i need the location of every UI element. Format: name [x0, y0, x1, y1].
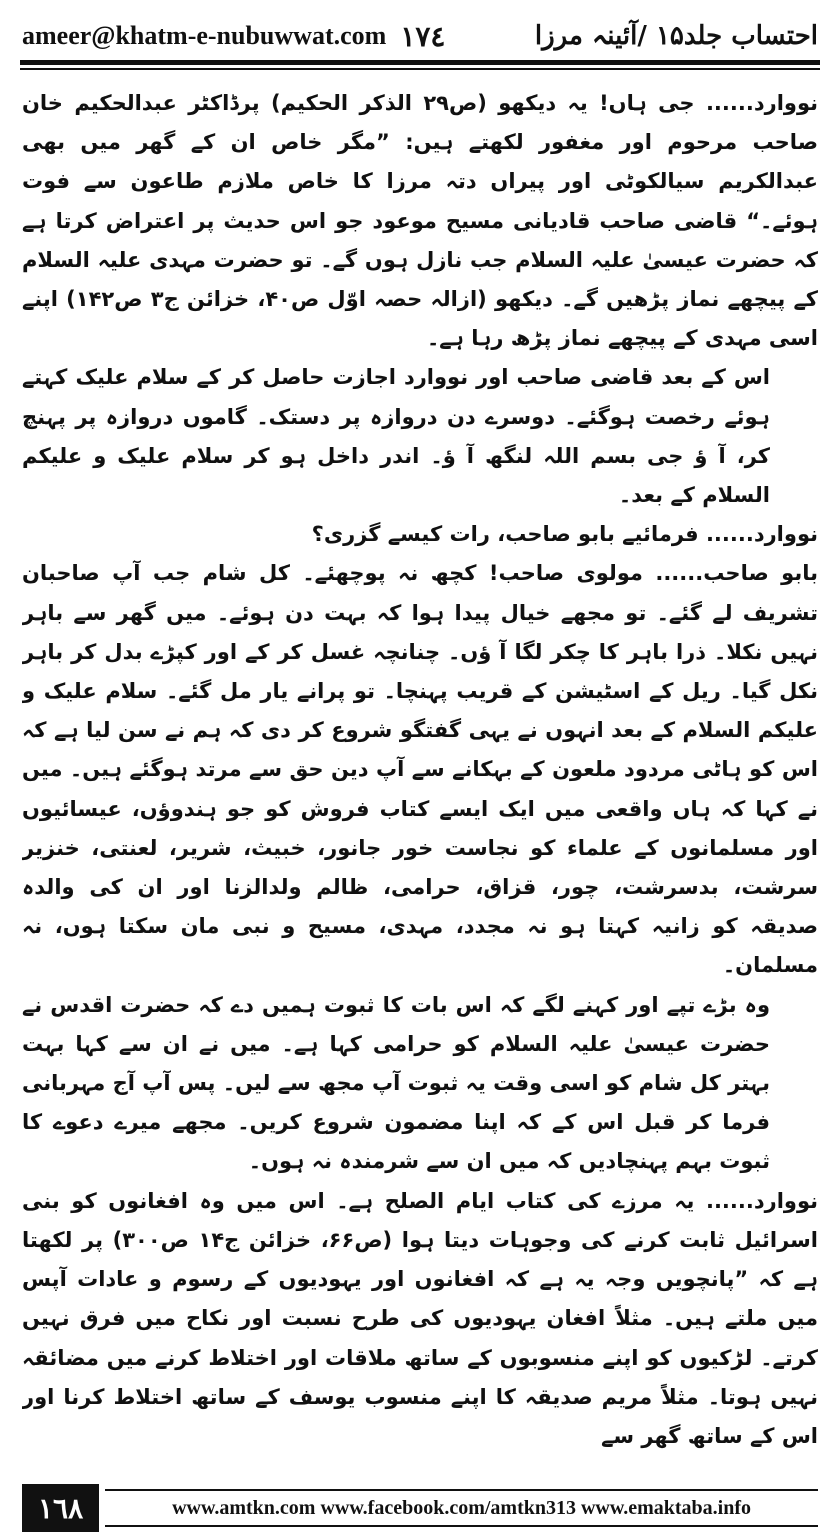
page-header	[22, 14, 818, 58]
page-body	[22, 84, 818, 1469]
paragraph-1: نووارد...... جی ہاں! یہ دیکھو (ص۲۹ الذکر الحکیم) پرڈاکٹر عبدالحکیم خان صاحب مرحوم اور مغفور لکھتے ہیں: ”مگر خاص ان کے گھر میں بھی عبدالکریم سیالکوٹی اور پیراں دتہ مرزا کا خاص ملازم طاعون سے فوت ہوئے۔“ قاضی صاحب قادیانی مسیح موعود جو اس حدیث پر اعتراض کرتا ہے کہ حضرت عیسیٰ علیہ السلام جب نازل ہوں گے۔ تو حضرت مہدی علیہ السلام کے پیچھے نماز پڑھیں گے۔ دیکھو (ازالہ حصہ اوّل ص۴۰، خزائن ج۳ ص۱۴۲) اپنے اسی مہدی کے پیچھے نماز پڑھ رہا ہے۔	[22, 91, 818, 351]
header-rule-thin	[20, 68, 820, 70]
paragraph-3: نووارد...... فرمائیے بابو صاحب، رات کیسے گزری؟	[311, 522, 818, 547]
paragraph-5: وہ بڑے تپے اور کہنے لگے کہ اس بات کا ثبوت ہمیں دے کہ حضرت اقدس نے حضرت عیسیٰ علیہ السلام کو حرامی کہا ہے۔ میں نے ان سے کہا بہت بہتر کل شام کو اسی وقت یہ ثبوت آپ مجھ سے لیں۔ پس آپ آج مہربانی فرما کر قبل اس کے کہ اپنا مضمون شروع کریں۔ مجھے میرے دعوے کا ثبوت بہم پہنچادیں کہ میں ان سے شرمندہ نہ ہوں۔	[22, 992, 770, 1174]
header-left	[22, 20, 445, 53]
paragraph-4: بابو صاحب...... مولوی صاحب! کچھ نہ پوچھئے۔ کل شام جب آپ صاحبان تشریف لے گئے۔ تو مجھے خیال پیدا ہوا کہ بہت دن ہوئے۔ میں گھر سے باہر نہیں نکلا۔ ذرا باہر کا چکر لگا آ ؤں۔ چنانچہ غسل کر کے اور کپڑے بدل کر باہر نکل گیا۔ ریل کے اسٹیشن کے قریب پہنچا۔ تو پرانے یار مل گئے۔ سلام علیک و علیکم السلام کے بعد انہوں نے یہی گفتگو شروع کر دی کہ ہم نے سن لیا ہے کہ اس کو ہاٹی مردود ملعون کے بہکانے سے آپ دین حق سے مرتد ہوگئے ہیں۔ میں نے کہا کہ ہاں واقعی میں ایک ایسے کتاب فروش کو جو ہندوؤں، عیسائیوں اور مسلمانوں کے علماء کو نجاست خور جانور، خبیث، شریر، لعنتی، خنزیر سرشت، بدسرشت، چور، قزاق، حرامی، ظالم ولدالزنا اور ان کی والدہ صدیقہ کو زانیہ کہتا ہو نہ مجدد، مہدی، مسیح و نبی مان سکتا ہوں، نہ مسلمان۔	[22, 561, 818, 978]
footer-url-bar	[105, 1489, 818, 1527]
header-rule-thick	[20, 60, 820, 65]
footer-page-number: ١٦٨	[22, 1484, 99, 1532]
paragraph-2: اس کے بعد قاضی صاحب اور نووارد اجازت حاصل کر کے سلام علیک کہتے ہوئے رخصت ہوگئے۔ دوسرے دن دروازہ پر دستک۔ گاموں دروازہ پر پہنچ کر، آ ؤ جی بسم اللہ لنگھ آ ؤ۔ اندر داخل ہو کر سلام علیک و علیکم السلام کے بعد۔	[22, 365, 770, 508]
paragraph-6: نووارد...... یہ مرزے کی کتاب ایام الصلح ہے۔ اس میں وہ افغانوں کو بنی اسرائیل ثابت کرنے کی وجوہات دیتا ہوا (ص۶۶، خزائن ج۱۴ ص۳۰۰) پر لکھتا ہے کہ ”پانچویں وجہ یہ ہے کہ افغانوں اور یہودیوں کے رسوم و عادات آپس میں ملتے ہیں۔ مثلاً افغان یہودیوں کی طرح نسبت اور نکاح میں فرق نہیں کرتے۔ لڑکیوں کو اپنے منسوبوں کے ساتھ ملاقات اور اختلاط کرنے میں مضائقہ نہیں ہوتا۔ مثلاً مریم صدیقہ کا اپنے منسوب یوسف کے ساتھ اختلاط کرنا اور اس کے ساتھ گھر سے	[22, 1188, 818, 1448]
page-footer	[22, 1484, 818, 1532]
footer-urls: www.amtkn.com www.facebook.com/amtkn313 www.emaktaba.info	[172, 1496, 751, 1519]
header-email: ameer@khatm-e-nubuwwat.com	[22, 21, 387, 50]
header-title: احتساب جلد۱۵ /آئینہ مرزا	[534, 21, 818, 51]
header-page-number: ١٧٤	[400, 19, 446, 53]
